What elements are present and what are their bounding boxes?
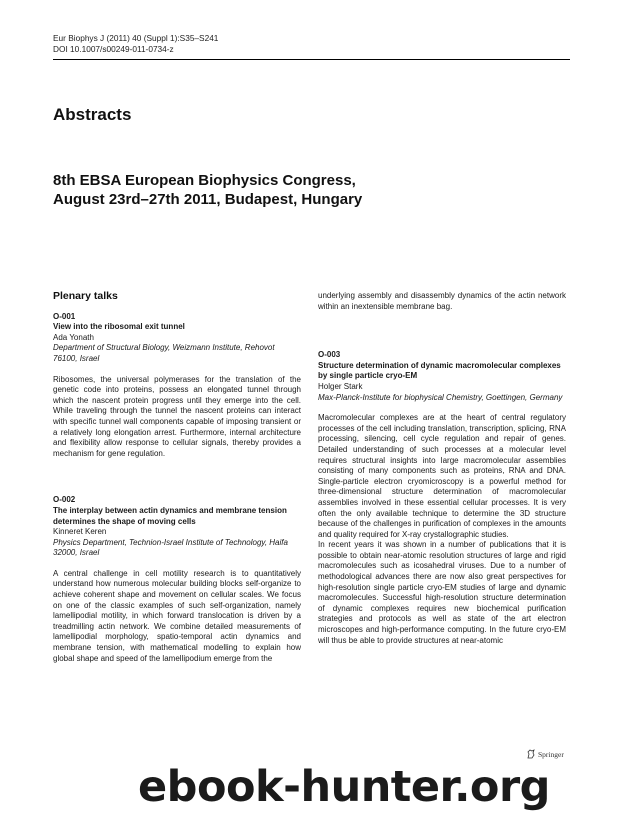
abstract-body-paragraph: In recent years it was shown in a number of publications that it is possible to obtain near-atomic resolution structures of large and rigid macromolecules such as icosahedral viruses. Due to a number of methodological advances there are now also great perspectives for high-resolution single particle cryo-EM studies of large and dynamic macromolecules. Successful high-resolution structure determination of dynamic complexes requires new biochemical purification strategies and protocols as well as state of the art electron microscopes and high-performance computing. In the future cryo-EM will thus be able to provide structures at near-atomic — [318, 540, 566, 645]
congress-title — [53, 171, 573, 209]
abstract-o001 — [53, 312, 301, 460]
abstract-author: Ada Yonath — [53, 332, 94, 342]
abstract-title: The interplay between actin dynamics and membrane tension determines the shape of moving cells — [53, 505, 287, 526]
abstract-body: Ribosomes, the universal polymerases for the translation of the genetic code into proteins, possess an elongated tunnel through which the nascent protein progress until they emerge into the cell. While traveling through the tunnel the nascent proteins can interact with specific tunnel wall components capable of imposing transient or a relatively long elongation arrest. Furthermore, internal architecture and flexibility allow response to cellular signals, thereby provides a mechanism for gene regulation. — [53, 374, 301, 458]
watermark: ebook-hunter.org — [138, 762, 550, 812]
abstract-body: A central challenge in cell motility research is to quantitatively understand how numerous molecular building blocks self-organize to achieve coherent shape and movement on cellular scales. We focus on one of the classic examples of such self-organization, namely lamellipodial motility, in which forward translocation is driven by a treadmilling actin network. We combine detailed measurements of lamellipodial morphology, spatio-temporal actin dynamics and membrane tension, with mathematical modelling to explain how global shape and speed of the lamellipodium emerge from the — [53, 568, 301, 663]
abstract-title: Structure determination of dynamic macromolecular complexes by single particle cryo-EM — [318, 360, 561, 381]
journal-citation: Eur Biophys J (2011) 40 (Suppl 1):S35–S241 — [53, 33, 219, 43]
springer-horse-icon — [526, 749, 536, 759]
abstract-title: View into the ribosomal exit tunnel — [53, 322, 185, 332]
abstract-affiliation: Max-Planck-Institute for biophysical Chemistry, Goettingen, Germany — [318, 392, 563, 402]
abstract-id: O-001 — [53, 311, 76, 321]
congress-title-line1: 8th EBSA European Biophysics Congress, — [53, 172, 356, 189]
section-heading: Plenary talks — [53, 290, 118, 302]
left-column — [53, 291, 301, 664]
abstract-id: O-003 — [318, 350, 341, 360]
abstract-id: O-002 — [53, 495, 76, 505]
abstract-o003 — [318, 350, 566, 646]
publisher-logo — [526, 749, 564, 759]
abstract-body-continued: underlying assembly and disassembly dynamics of the actin network within an inextensible membrane bag. — [318, 291, 566, 311]
right-column — [318, 291, 566, 646]
journal-header — [53, 33, 218, 55]
abstract-o002 — [53, 495, 301, 664]
page-title: Abstracts — [53, 105, 132, 124]
abstract-author: Kinneret Keren — [53, 527, 107, 537]
header-rule — [53, 59, 570, 60]
abstract-body-paragraph: Macromolecular complexes are at the heart of central regulatory processes of the cell including translation, transcription, splicing, RNA processing, silencing, cell cycle regulation and repair of genes. Detailed understanding of such processes at a molecular level requires structural insights into large macromolecular assemblies consisting of many components such as proteins, RNA and DNA. Single-particle electron cryomicroscopy is a powerful method for three-dimensional structure determination of macromolecular assemblies involved in these essential cellular processes. It is very often the only available technique to determine the 3D structure because of the challenges in purification of complexes in the amounts and quality required for X-ray crystallographic studies. — [318, 413, 566, 539]
doi: DOI 10.1007/s00249-011-0734-z — [53, 44, 174, 54]
publisher-name: Springer — [538, 749, 564, 759]
congress-title-line2: August 23rd–27th 2011, Budapest, Hungary — [53, 191, 363, 208]
abstract-author: Holger Stark — [318, 381, 363, 391]
abstract-affiliation: Physics Department, Technion-Israel Institute of Technology, Haifa 32000, Israel — [53, 537, 288, 558]
abstract-affiliation: Department of Structural Biology, Weizmann Institute, Rehovot 76100, Israel — [53, 343, 275, 363]
